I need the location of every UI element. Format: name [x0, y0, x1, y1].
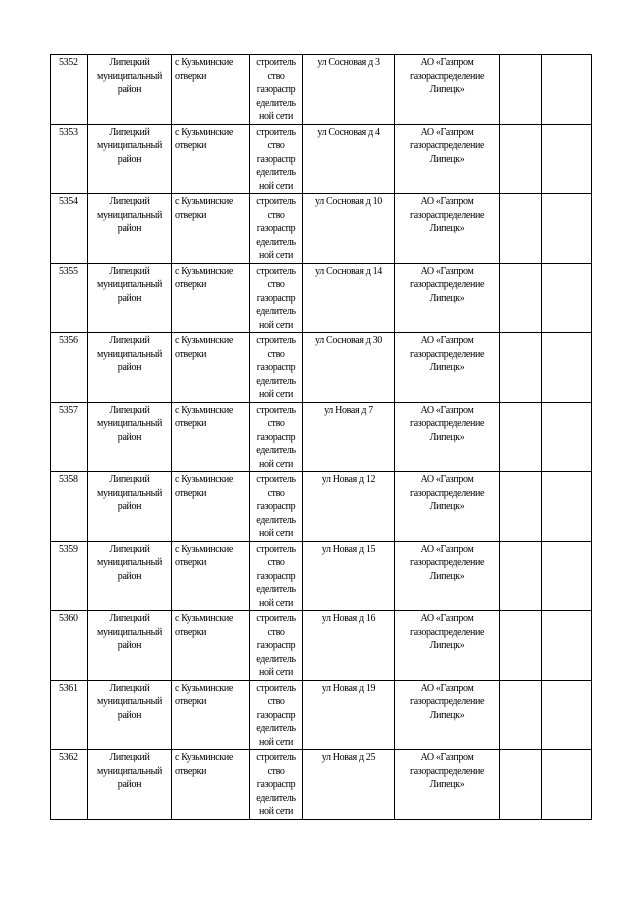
- cell-number: 5359: [51, 541, 88, 611]
- cell-number: 5354: [51, 194, 88, 264]
- cell-empty-8: [542, 55, 592, 125]
- cell-address: ул Сосновая д 30: [303, 333, 395, 403]
- cell-work-type: строитель ство газораспр еделитель ной сети: [250, 750, 303, 820]
- cell-work-type: строитель ство газораспр еделитель ной сети: [250, 124, 303, 194]
- cell-organization: АО «Газпром газораспределение Липецк»: [395, 55, 500, 125]
- cell-empty-7: [500, 541, 542, 611]
- cell-district: Липецкий муниципальный район: [88, 680, 172, 750]
- table-row: [51, 124, 592, 194]
- cell-empty-7: [500, 124, 542, 194]
- cell-address: ул Сосновая д 14: [303, 263, 395, 333]
- cell-village: с Кузьминские отверки: [172, 263, 250, 333]
- cell-address: ул Сосновая д 4: [303, 124, 395, 194]
- cell-work-type: строитель ство газораспр еделитель ной сети: [250, 333, 303, 403]
- cell-village: с Кузьминские отверки: [172, 55, 250, 125]
- cell-empty-7: [500, 680, 542, 750]
- cell-number: 5357: [51, 402, 88, 472]
- cell-number: 5362: [51, 750, 88, 820]
- table-row: [51, 333, 592, 403]
- cell-district: Липецкий муниципальный район: [88, 194, 172, 264]
- cell-organization: АО «Газпром газораспределение Липецк»: [395, 541, 500, 611]
- cell-empty-7: [500, 402, 542, 472]
- cell-organization: АО «Газпром газораспределение Липецк»: [395, 680, 500, 750]
- cell-empty-8: [542, 194, 592, 264]
- table-row: [51, 55, 592, 125]
- cell-address: ул Новая д 7: [303, 402, 395, 472]
- table-row: [51, 750, 592, 820]
- cell-village: с Кузьминские отверки: [172, 472, 250, 542]
- cell-empty-8: [542, 611, 592, 681]
- cell-village: с Кузьминские отверки: [172, 541, 250, 611]
- cell-organization: АО «Газпром газораспределение Липецк»: [395, 611, 500, 681]
- cell-village: с Кузьминские отверки: [172, 124, 250, 194]
- cell-organization: АО «Газпром газораспределение Липецк»: [395, 472, 500, 542]
- table-row: [51, 402, 592, 472]
- cell-empty-8: [542, 750, 592, 820]
- cell-number: 5361: [51, 680, 88, 750]
- cell-number: 5352: [51, 55, 88, 125]
- cell-address: ул Новая д 16: [303, 611, 395, 681]
- cell-work-type: строитель ство газораспр еделитель ной сети: [250, 541, 303, 611]
- cell-number: 5360: [51, 611, 88, 681]
- cell-empty-7: [500, 333, 542, 403]
- cell-organization: АО «Газпром газораспределение Липецк»: [395, 750, 500, 820]
- cell-empty-8: [542, 333, 592, 403]
- cell-village: с Кузьминские отверки: [172, 194, 250, 264]
- cell-empty-8: [542, 680, 592, 750]
- table-row: [51, 472, 592, 542]
- cell-address: ул Сосновая д 10: [303, 194, 395, 264]
- cell-organization: АО «Газпром газораспределение Липецк»: [395, 402, 500, 472]
- cell-empty-8: [542, 472, 592, 542]
- table-row: [51, 263, 592, 333]
- cell-number: 5356: [51, 333, 88, 403]
- cell-empty-8: [542, 541, 592, 611]
- cell-organization: АО «Газпром газораспределение Липецк»: [395, 124, 500, 194]
- cell-work-type: строитель ство газораспр еделитель ной сети: [250, 55, 303, 125]
- cell-work-type: строитель ство газораспр еделитель ной сети: [250, 472, 303, 542]
- cell-address: ул Сосновая д 3: [303, 55, 395, 125]
- cell-work-type: строитель ство газораспр еделитель ной сети: [250, 611, 303, 681]
- cell-empty-7: [500, 472, 542, 542]
- cell-district: Липецкий муниципальный район: [88, 55, 172, 125]
- register-body: [51, 55, 592, 820]
- table-row: [51, 680, 592, 750]
- cell-district: Липецкий муниципальный район: [88, 472, 172, 542]
- table-row: [51, 194, 592, 264]
- cell-empty-7: [500, 263, 542, 333]
- cell-district: Липецкий муниципальный район: [88, 402, 172, 472]
- cell-district: Липецкий муниципальный район: [88, 124, 172, 194]
- cell-village: с Кузьминские отверки: [172, 333, 250, 403]
- cell-empty-7: [500, 55, 542, 125]
- cell-work-type: строитель ство газораспр еделитель ной сети: [250, 680, 303, 750]
- cell-empty-7: [500, 750, 542, 820]
- cell-address: ул Новая д 19: [303, 680, 395, 750]
- cell-village: с Кузьминские отверки: [172, 750, 250, 820]
- cell-empty-7: [500, 194, 542, 264]
- cell-organization: АО «Газпром газораспределение Липецк»: [395, 194, 500, 264]
- cell-district: Липецкий муниципальный район: [88, 611, 172, 681]
- cell-work-type: строитель ство газораспр еделитель ной сети: [250, 263, 303, 333]
- cell-empty-8: [542, 263, 592, 333]
- cell-empty-7: [500, 611, 542, 681]
- cell-address: ул Новая д 12: [303, 472, 395, 542]
- cell-number: 5353: [51, 124, 88, 194]
- cell-district: Липецкий муниципальный район: [88, 333, 172, 403]
- table-row: [51, 541, 592, 611]
- cell-empty-8: [542, 402, 592, 472]
- cell-address: ул Новая д 15: [303, 541, 395, 611]
- cell-work-type: строитель ство газораспр еделитель ной сети: [250, 194, 303, 264]
- cell-empty-8: [542, 124, 592, 194]
- cell-organization: АО «Газпром газораспределение Липецк»: [395, 263, 500, 333]
- cell-village: с Кузьминские отверки: [172, 611, 250, 681]
- register-table: [50, 54, 592, 820]
- cell-district: Липецкий муниципальный район: [88, 750, 172, 820]
- cell-address: ул Новая д 25: [303, 750, 395, 820]
- cell-number: 5358: [51, 472, 88, 542]
- cell-district: Липецкий муниципальный район: [88, 541, 172, 611]
- cell-number: 5355: [51, 263, 88, 333]
- cell-work-type: строитель ство газораспр еделитель ной сети: [250, 402, 303, 472]
- cell-organization: АО «Газпром газораспределение Липецк»: [395, 333, 500, 403]
- cell-village: с Кузьминские отверки: [172, 402, 250, 472]
- table-row: [51, 611, 592, 681]
- cell-district: Липецкий муниципальный район: [88, 263, 172, 333]
- cell-village: с Кузьминские отверки: [172, 680, 250, 750]
